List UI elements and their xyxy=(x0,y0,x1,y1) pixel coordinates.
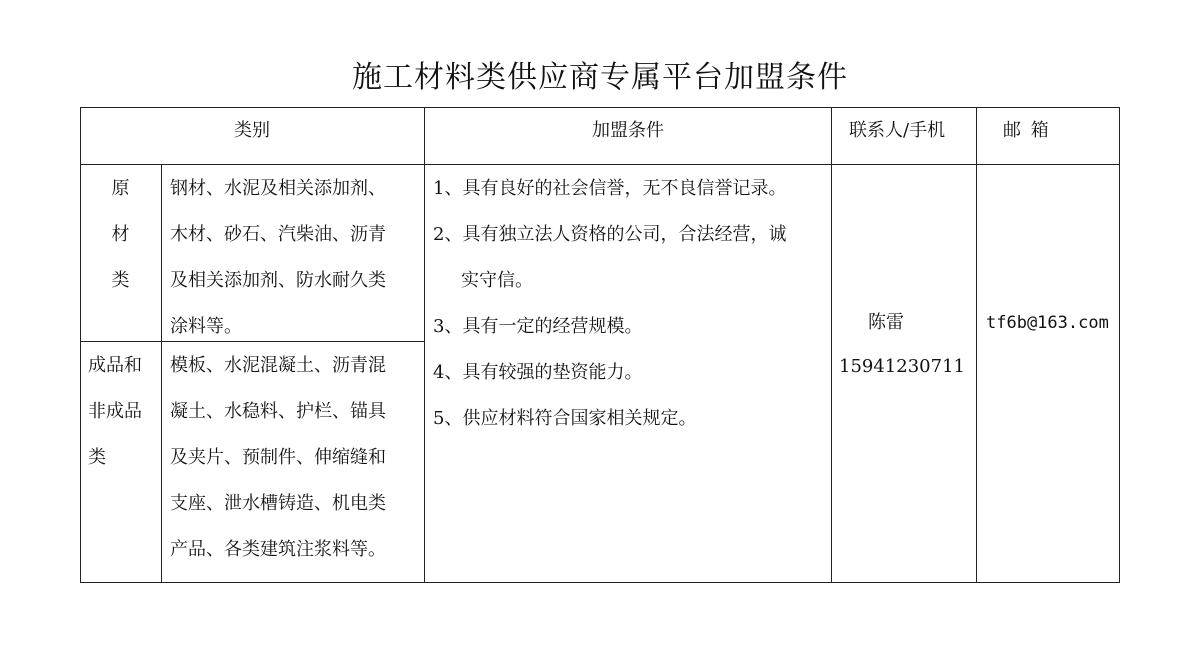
item-line: 模板、水泥混凝土、沥青混 xyxy=(170,355,386,376)
contact-name: 陈雷 xyxy=(868,312,904,333)
category-line: 类 xyxy=(88,447,106,468)
contact-phone: 15941230711 xyxy=(839,356,965,377)
category-line: 类 xyxy=(111,270,130,291)
header-category: 类别 xyxy=(234,120,270,141)
item-line: 支座、泄水槽铸造、机电类 xyxy=(170,493,386,514)
category-line: 成品和 xyxy=(88,355,142,376)
condition-line: 4、具有较强的垫资能力。 xyxy=(433,362,643,383)
item-line: 及相关添加剂、防水耐久类 xyxy=(170,270,386,291)
category-divider xyxy=(161,164,162,583)
conditions-list xyxy=(433,166,786,442)
item-line: 钢材、水泥及相关添加剂、 xyxy=(170,178,386,199)
table-border-right xyxy=(1119,107,1120,583)
document-title: 施工材料类供应商专属平台加盟条件 xyxy=(352,60,848,95)
item-line: 产品、各类建筑注浆料等。 xyxy=(170,539,386,560)
column-divider-2 xyxy=(831,107,832,583)
column-divider-1 xyxy=(424,107,425,583)
condition-line: 1、具有良好的社会信誉，无不良信誉记录。 xyxy=(433,178,787,199)
category-line: 原 xyxy=(111,178,130,199)
category-finished-products xyxy=(88,343,142,481)
table-border-bottom xyxy=(80,582,1120,583)
item-line: 及夹片、预制件、伸缩缝和 xyxy=(170,447,386,468)
condition-line: 5、供应材料符合国家相关规定。 xyxy=(433,408,697,429)
item-line: 凝土、水稳料、护栏、锚具 xyxy=(170,401,386,422)
category-line: 材 xyxy=(111,224,130,245)
header-conditions: 加盟条件 xyxy=(592,120,664,141)
header-email: 邮 箱 xyxy=(1003,120,1051,141)
category-raw-materials xyxy=(80,166,161,304)
items-finished-products xyxy=(170,343,386,573)
item-line: 涂料等。 xyxy=(170,316,242,337)
condition-line: 3、具有一定的经营规模。 xyxy=(433,316,643,337)
column-divider-3 xyxy=(976,107,977,583)
email-address: tf6b@163.com xyxy=(986,313,1109,333)
header-divider xyxy=(80,164,1120,165)
items-raw-materials xyxy=(170,166,386,350)
category-line: 非成品 xyxy=(88,401,142,422)
header-contact: 联系人/手机 xyxy=(849,120,946,141)
condition-line: 实守信。 xyxy=(461,270,533,291)
condition-line: 2、具有独立法人资格的公司，合法经营，诚 xyxy=(433,224,787,245)
item-line: 木材、砂石、汽柴油、沥青 xyxy=(170,224,386,245)
